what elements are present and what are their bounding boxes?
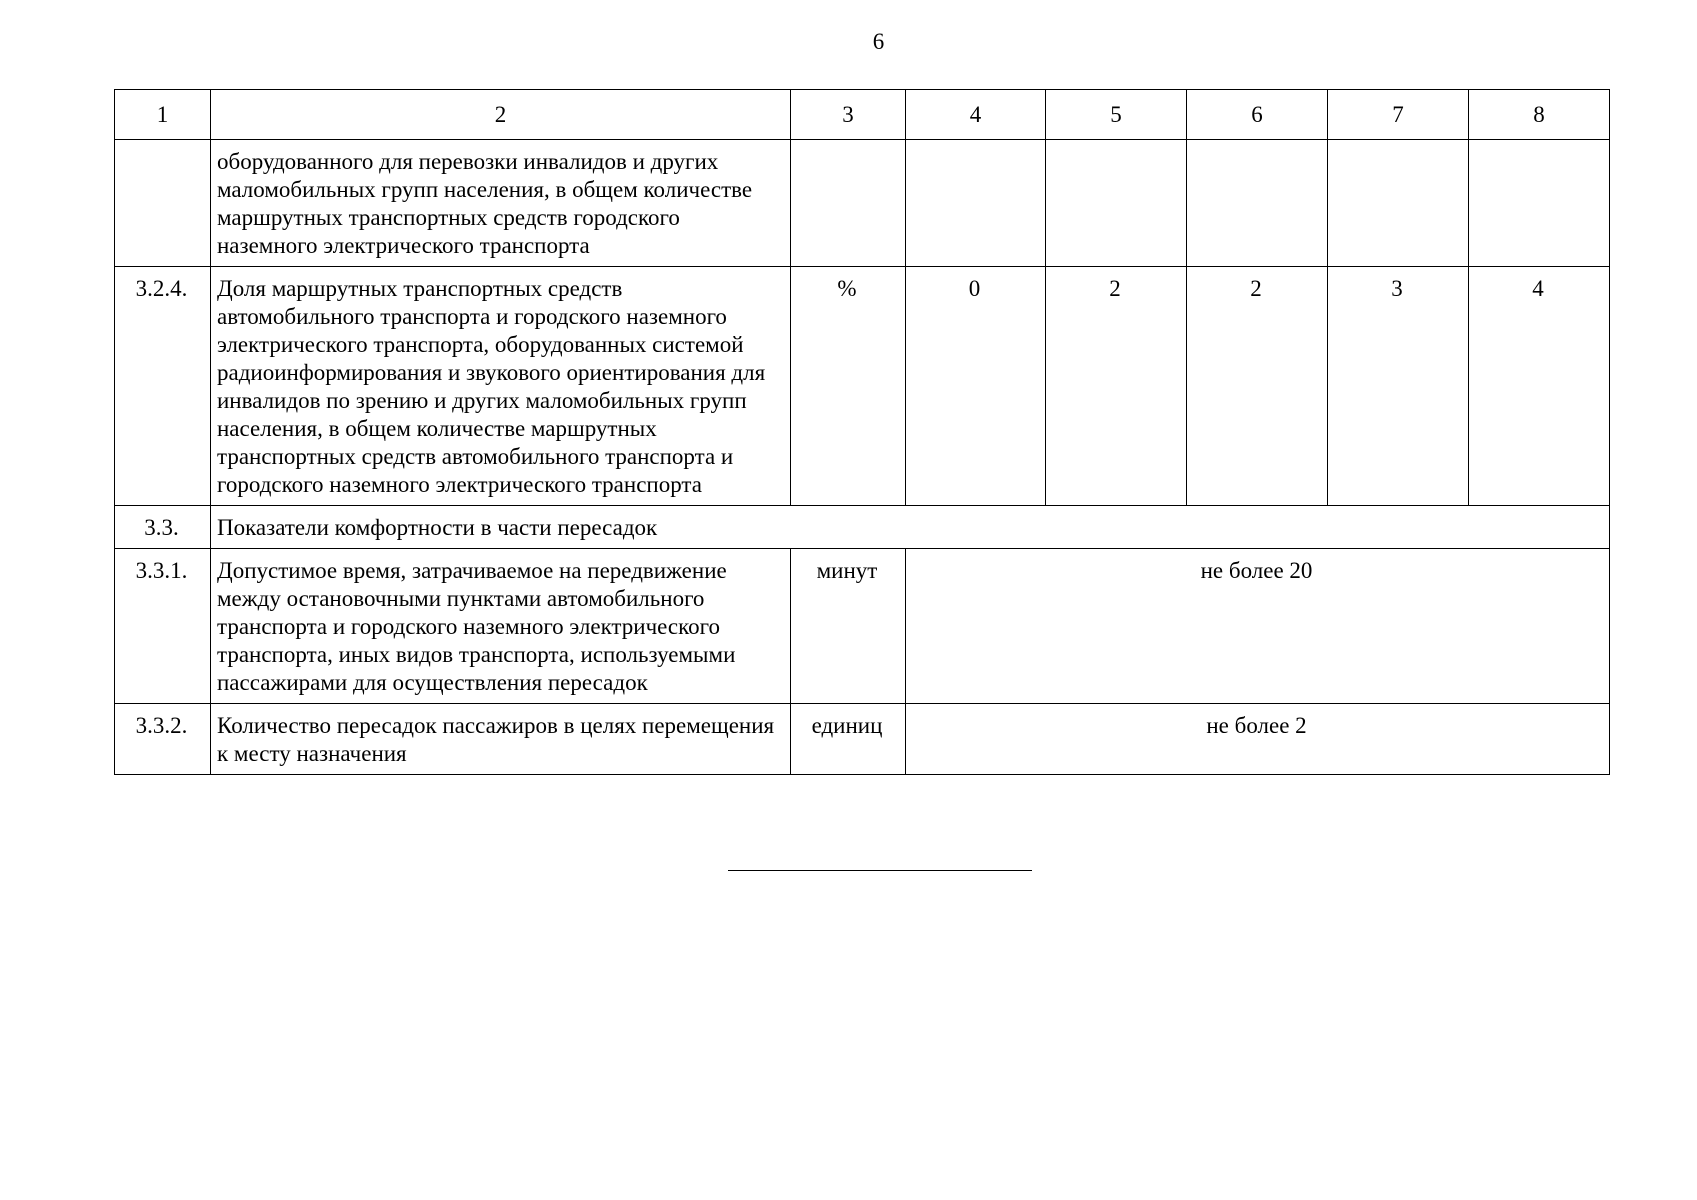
row-number-cell: 3.3. [115, 506, 211, 549]
column-header: 8 [1469, 90, 1610, 140]
column-header: 1 [115, 90, 211, 140]
indicator-name-cell: оборудованного для перевозки инвалидов и других маломобильных групп населения, в общем количестве маршрутных транспортных средств городского наземного электрического транспорта [211, 140, 791, 267]
row-number-cell [115, 140, 211, 267]
table-row-continuation [115, 140, 1610, 267]
merged-value-cell: не более 20 [906, 549, 1610, 704]
value-cell [1469, 140, 1610, 267]
value-cell [1187, 140, 1328, 267]
value-cell: 2 [1046, 267, 1187, 506]
table-row-3-2-4 [115, 267, 1610, 506]
value-cell: 2 [1187, 267, 1328, 506]
column-header: 5 [1046, 90, 1187, 140]
column-header: 6 [1187, 90, 1328, 140]
indicator-name-cell: Доля маршрутных транспортных средств автомобильного транспорта и городского наземного электрического транспорта, оборудованных системой радиоинформирования и звукового ориентирования для инвалидов по зрению и других маломобильных групп населения, в общем количестве маршрутных транспортных средств автомобильного транспорта и городского наземного электрического транспорта [211, 267, 791, 506]
end-of-document-rule [728, 870, 1032, 871]
unit-cell [791, 140, 906, 267]
value-cell [1046, 140, 1187, 267]
column-header: 3 [791, 90, 906, 140]
table-row-3-3 [115, 506, 1610, 549]
indicator-name-cell: Допустимое время, затрачиваемое на передвижение между остановочными пунктами автомобильного транспорта и городского наземного электрического транспорта, иных видов транспорта, используемыми пассажирами для осуществления пересадок [211, 549, 791, 704]
merged-value-cell: не более 2 [906, 704, 1610, 775]
table-row-3-3-1 [115, 549, 1610, 704]
column-number-row [115, 90, 1610, 140]
table-row-3-3-2 [115, 704, 1610, 775]
value-cell: 0 [906, 267, 1046, 506]
unit-cell: минут [791, 549, 906, 704]
unit-cell: % [791, 267, 906, 506]
row-number-cell: 3.2.4. [115, 267, 211, 506]
value-cell: 3 [1328, 267, 1469, 506]
row-number-cell: 3.3.2. [115, 704, 211, 775]
indicator-name-cell: Количество пересадок пассажиров в целях перемещения к месту назначения [211, 704, 791, 775]
row-number-cell: 3.3.1. [115, 549, 211, 704]
page-number: 6 [872, 29, 885, 54]
column-header: 2 [211, 90, 791, 140]
indicators-table [114, 89, 1610, 775]
value-cell [906, 140, 1046, 267]
value-cell [1328, 140, 1469, 267]
value-cell: 4 [1469, 267, 1610, 506]
unit-cell: единиц [791, 704, 906, 775]
section-heading-cell: Показатели комфортности в части пересадок [211, 506, 1610, 549]
column-header: 4 [906, 90, 1046, 140]
column-header: 7 [1328, 90, 1469, 140]
